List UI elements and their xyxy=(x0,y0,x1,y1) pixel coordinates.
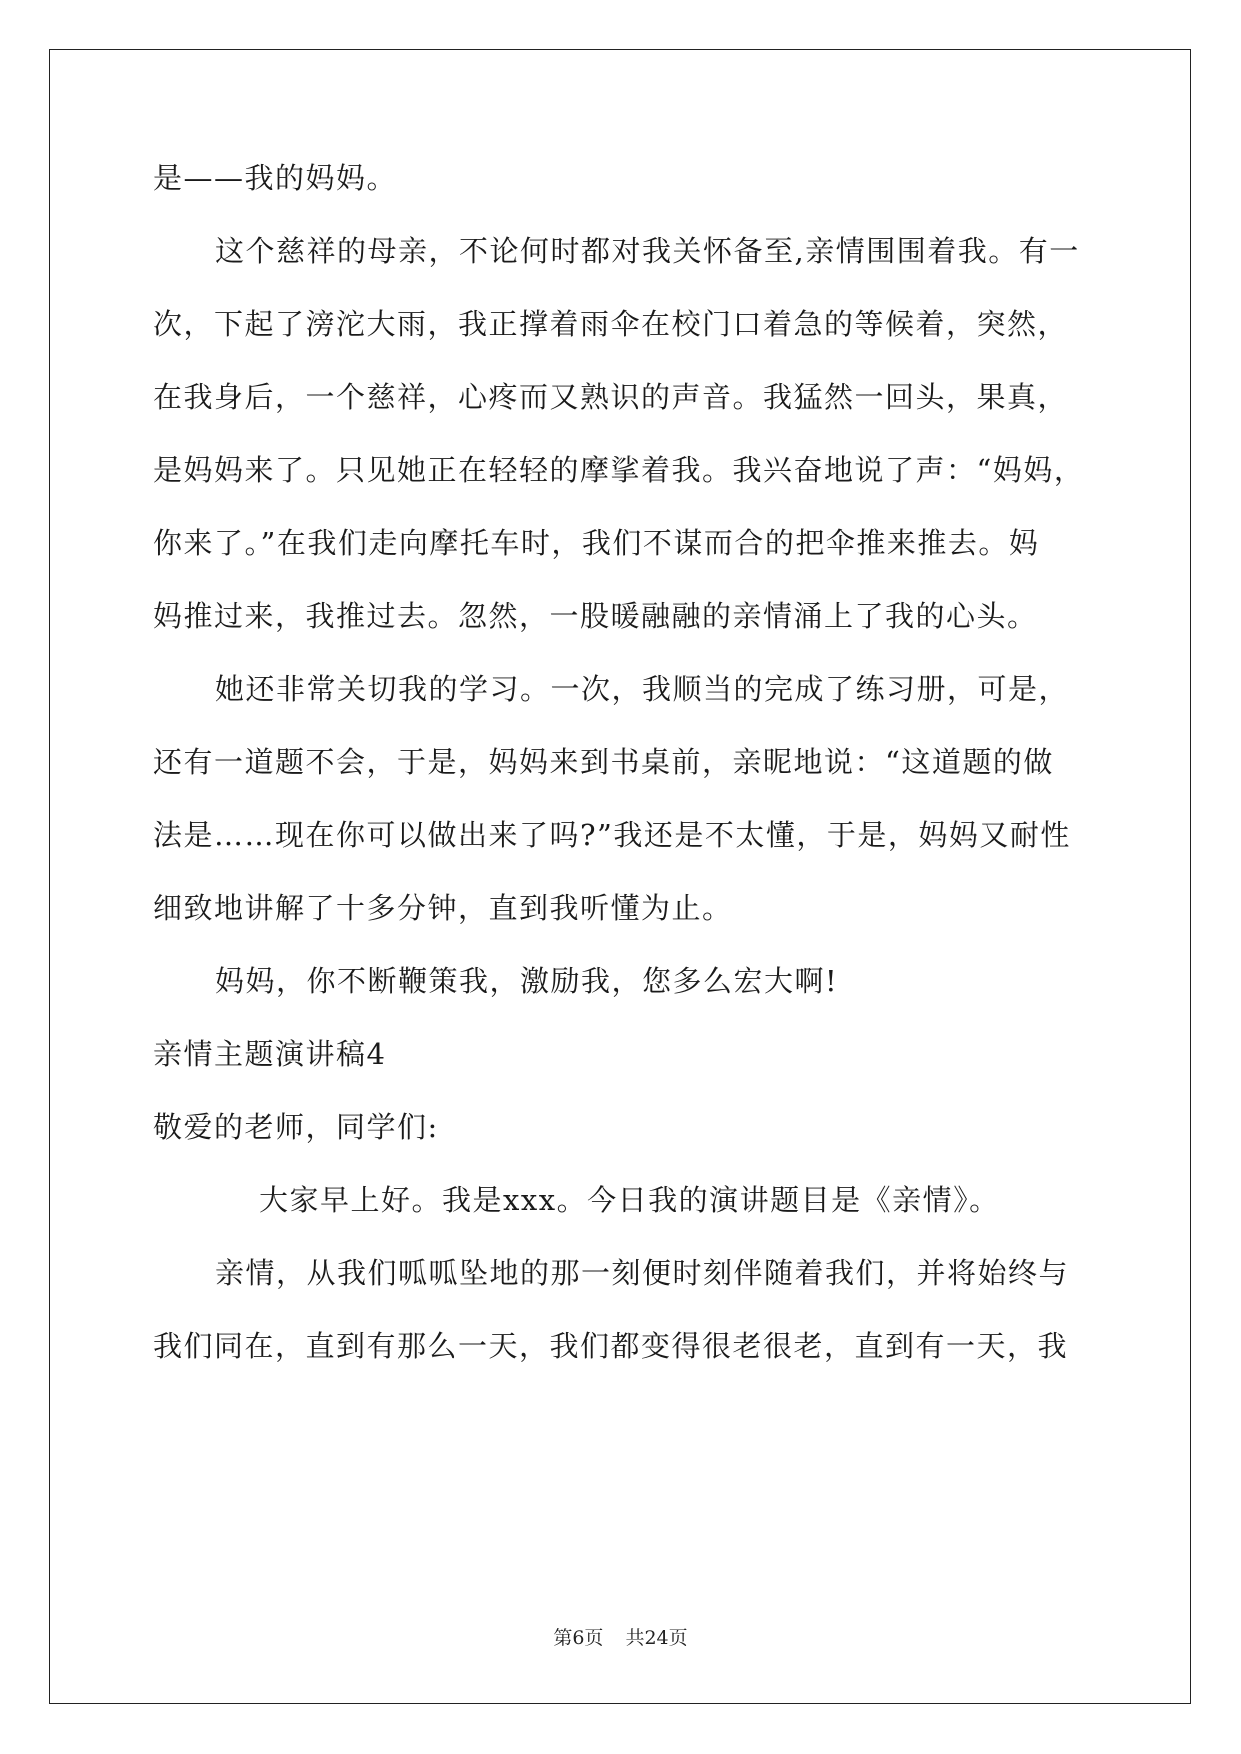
text-line: 妈推过来，我推过去。忽然，一股暖融融的亲情涌上了我的心头。 xyxy=(153,599,1038,633)
paragraph-start-line: 大家早上好。我是xxx。今日我的演讲题目是《亲情》。 xyxy=(259,1183,1000,1217)
page-footer xyxy=(0,1627,1241,1649)
text-line: 法是……现在你可以做出来了吗?”我还是不太懂，于是，妈妈又耐性 xyxy=(153,818,1071,852)
text-line: 你来了。”在我们走向摩托车时，我们不谋而合的把伞推来推去。妈 xyxy=(153,526,1040,560)
text-line: 在我身后，一个慈祥，心疼而又熟识的声音。我猛然一回头，果真， xyxy=(153,380,1069,414)
page-number: 第6页 xyxy=(553,1627,604,1649)
text-line: 细致地讲解了十多分钟，直到我听懂为止。 xyxy=(153,891,733,925)
text-line: 还有一道题不会，于是，妈妈来到书桌前，亲昵地说：“这道题的做 xyxy=(153,745,1054,779)
text-line: 是——我的妈妈。 xyxy=(153,161,398,195)
page-total: 共24页 xyxy=(625,1627,688,1649)
section-title: 亲情主题演讲稿4 xyxy=(153,1037,387,1071)
salutation: 敬爱的老师，同学们: xyxy=(153,1110,439,1144)
text-line: 我们同在，直到有那么一天，我们都变得很老很老，直到有一天，我 xyxy=(153,1329,1069,1363)
page-border xyxy=(49,49,1191,1704)
text-line: 是妈妈来了。只见她正在轻轻的摩挲着我。我兴奋地说了声：“妈妈， xyxy=(153,453,1085,487)
paragraph-start-line: 她还非常关切我的学习。一次，我顺当的完成了练习册，可是， xyxy=(215,672,1070,706)
paragraph-start-line: 亲情，从我们呱呱坠地的那一刻便时刻伴随着我们，并将始终与 xyxy=(215,1256,1070,1290)
paragraph-start-line: 妈妈，你不断鞭策我，激励我，您多么宏大啊! xyxy=(215,964,839,998)
paragraph-start-line: 这个慈祥的母亲，不论何时都对我关怀备至,亲情围围着我。有一 xyxy=(215,234,1080,268)
text-line: 次，下起了滂沱大雨，我正撑着雨伞在校门口着急的等候着，突然， xyxy=(153,307,1069,341)
